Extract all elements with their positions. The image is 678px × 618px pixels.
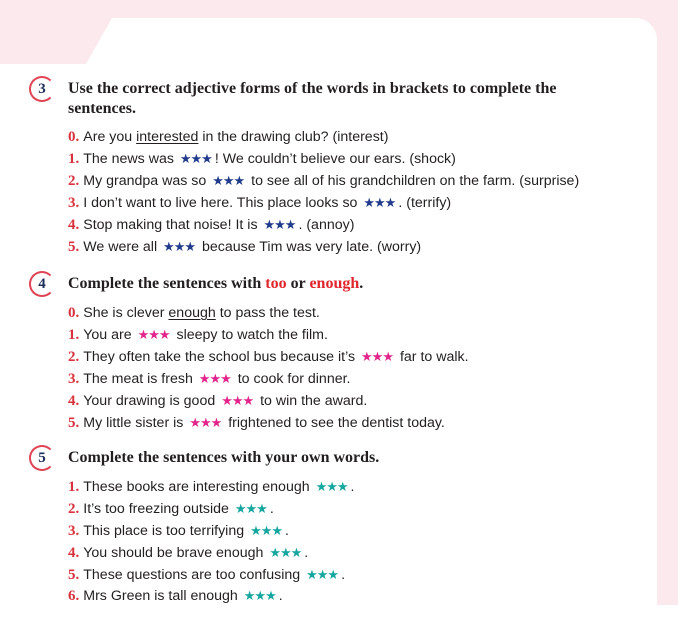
keyword-enough: enough	[309, 275, 360, 292]
item-number: 0.	[68, 129, 80, 145]
answer-blank-stars[interactable]: ★★★	[234, 501, 267, 516]
ex3-item-1	[68, 149, 456, 169]
answer-blank-stars[interactable]: ★★★	[315, 479, 348, 494]
ex3-item-4	[68, 215, 354, 235]
ex3-item-3	[68, 193, 451, 213]
ex4-item-1	[68, 325, 328, 345]
answer-blank-stars[interactable]: ★★★	[306, 567, 339, 582]
ex5-item-2	[68, 499, 274, 519]
answer-blank-stars[interactable]: ★★★	[221, 393, 254, 408]
item-number: 3.	[68, 195, 80, 211]
item-text: to cook for dinner.	[233, 371, 351, 387]
answer-blank-stars[interactable]: ★★★	[250, 523, 283, 538]
answer-blank-stars[interactable]: ★★★	[189, 415, 222, 430]
item-number: 1.	[68, 327, 80, 343]
ex5-item-5	[68, 565, 345, 585]
item-number: 5.	[68, 567, 80, 583]
item-text: ! We couldn’t believe our ears. (shock)	[214, 151, 456, 167]
item-text: . (terrify)	[398, 195, 452, 211]
ex4-item-2	[68, 347, 469, 367]
item-number: 1.	[68, 479, 80, 495]
answer-blank-stars[interactable]: ★★★	[137, 327, 170, 342]
ex5-item-4	[68, 543, 308, 563]
item-text: I don’t want to live here. This place looks so	[83, 195, 362, 211]
item-text: . (annoy)	[298, 217, 355, 233]
example-answer: interested	[136, 129, 199, 145]
example-answer: enough	[168, 305, 216, 321]
keyword-too: too	[265, 275, 287, 292]
exercise-3-instructions: Use the correct adjective forms of the words in brackets to complete the sentences.	[68, 80, 557, 117]
answer-blank-stars[interactable]: ★★★	[243, 588, 276, 603]
item-number: 5.	[68, 239, 80, 255]
item-text: The news was	[83, 151, 178, 167]
ex4-item-5	[68, 413, 445, 433]
item-number: 4.	[68, 217, 80, 233]
item-text: .	[285, 523, 289, 539]
item-text: .	[269, 501, 274, 517]
answer-blank-stars[interactable]: ★★★	[179, 151, 212, 166]
ex4-item-4	[68, 391, 367, 411]
item-number: 1.	[68, 151, 80, 167]
item-number: 3.	[68, 371, 80, 387]
item-text: to pass the test.	[215, 305, 320, 321]
item-text: .	[278, 588, 283, 604]
item-text: These questions are too confusing	[83, 567, 305, 583]
item-text: Are you	[83, 129, 137, 145]
item-text: The meat is fresh	[83, 371, 197, 387]
ex3-item-2	[68, 171, 579, 191]
answer-blank-stars[interactable]: ★★★	[163, 239, 196, 254]
item-text: to see all of his grandchildren on the farm. (surprise)	[247, 173, 580, 189]
title-text: or	[286, 275, 310, 292]
item-text: because Tim was very late. (worry)	[198, 239, 422, 255]
ex5-item-1	[68, 477, 354, 497]
item-number: 2.	[68, 501, 80, 517]
item-text: .	[350, 479, 355, 495]
exercise-4-instructions	[68, 274, 628, 294]
item-number: 3.	[68, 523, 80, 539]
item-text: You should be brave enough	[83, 545, 268, 561]
ex4-item-3	[68, 369, 351, 389]
title-text: .	[359, 275, 364, 292]
ex5-item-3	[68, 521, 289, 541]
exercise-5-number-badge: 5	[29, 445, 55, 471]
item-text: You are	[83, 327, 136, 343]
exercise-5-instructions: Complete the sentences with your own words.	[68, 449, 380, 466]
ex3-item-5	[68, 237, 421, 257]
item-text: in the drawing club? (interest)	[198, 129, 389, 145]
item-number: 2.	[68, 349, 80, 365]
item-text: Your drawing is good	[83, 393, 220, 409]
answer-blank-stars[interactable]: ★★★	[269, 545, 302, 560]
item-text: My little sister is	[83, 415, 188, 431]
item-text: This place is too terrifying	[83, 523, 249, 539]
answer-blank-stars[interactable]: ★★★	[212, 173, 245, 188]
item-text: .	[341, 567, 346, 583]
item-number: 4.	[68, 393, 80, 409]
answer-blank-stars[interactable]: ★★★	[198, 371, 231, 386]
answer-blank-stars[interactable]: ★★★	[363, 195, 396, 210]
item-number: 4.	[68, 545, 80, 561]
item-number: 2.	[68, 173, 80, 189]
item-text: We were all	[83, 239, 162, 255]
item-text: to win the award.	[256, 393, 368, 409]
exercise-3-number-badge: 3	[29, 76, 55, 102]
item-text: Stop making that noise! It is	[83, 217, 262, 233]
answer-blank-stars[interactable]: ★★★	[263, 217, 296, 232]
item-number: 6.	[68, 588, 80, 604]
exercise-4-number-badge: 4	[29, 271, 55, 297]
answer-blank-stars[interactable]: ★★★	[361, 349, 393, 364]
item-number: 0.	[68, 305, 80, 321]
item-text: These books are interesting enough	[83, 479, 314, 495]
item-number: 5.	[68, 415, 80, 431]
item-text: It’s too freezing outside	[83, 501, 233, 517]
item-text: They often take the school bus because it’s	[83, 349, 360, 365]
ex3-item-0	[68, 127, 388, 147]
item-text: She is clever	[83, 305, 169, 321]
item-text: sleepy to watch the film.	[172, 327, 328, 343]
item-text: My grandpa was so	[83, 173, 211, 189]
item-text: .	[304, 545, 309, 561]
item-text: Mrs Green is tall enough	[83, 588, 242, 604]
ex5-item-6	[68, 586, 283, 606]
title-text: Complete the sentences with	[68, 275, 266, 292]
item-text: far to walk.	[396, 349, 469, 365]
item-text: frightened to see the dentist today.	[224, 415, 445, 431]
ex4-item-0	[68, 303, 320, 323]
